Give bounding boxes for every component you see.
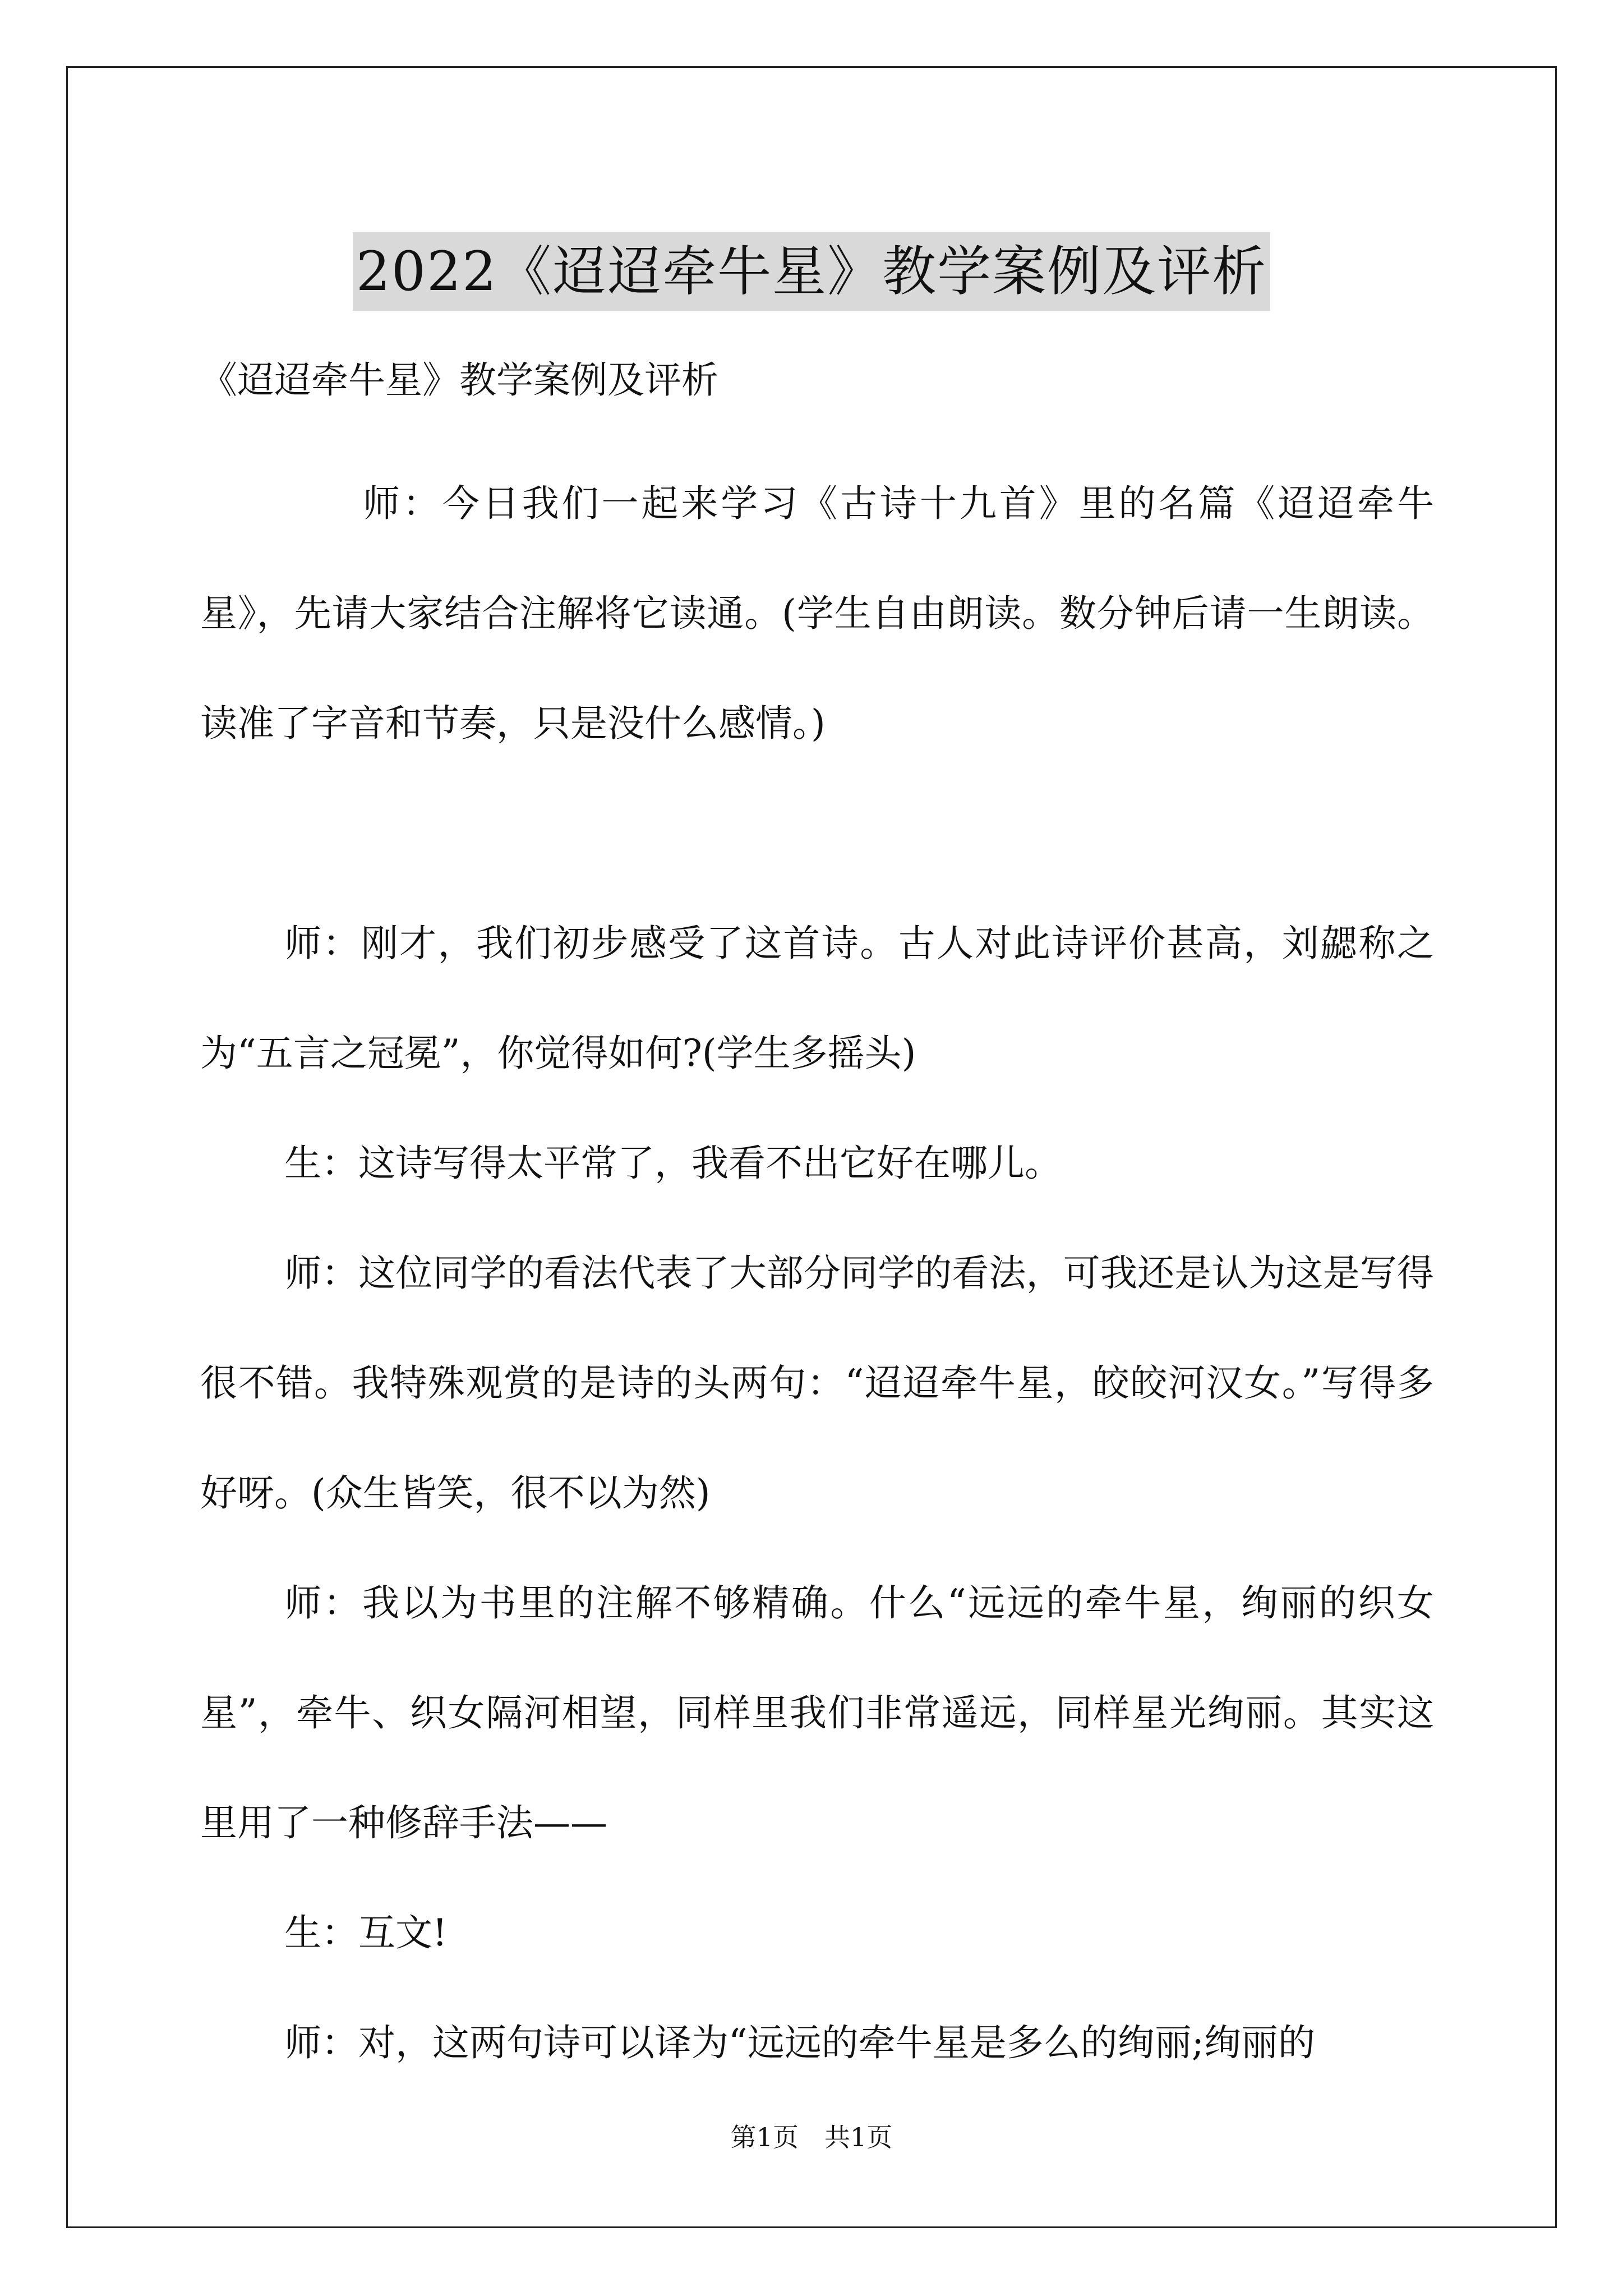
paragraph-3: 生：这诗写得太平常了，我看不出它好在哪儿。 — [284, 1142, 1062, 1185]
page-footer: 第1页 共1页 — [730, 2122, 893, 2152]
paragraph-2: 师：刚才，我们初步感受了这首诗。古人对此诗评价甚高，刘勰称之为“五言之冠冕”，你觉得如何?(学生多摇头) — [200, 922, 1434, 1075]
paragraph-4: 师：这位同学的看法代表了大部分同学的看法，可我还是认为这是写得很不错。我特殊观赏的是诗的头两句：“迢迢牵牛星，皎皎河汉女。”写得多好呀。(众生皆笑，很不以为然) — [200, 1251, 1434, 1515]
title-container — [0, 196, 1623, 347]
paragraph-5: 师：我以为书里的注解不够精确。什么“远远的牵牛星，绚丽的织女星”，牵牛、织女隔河相望，同样里我们非常遥远，同样星光绚丽。其实这里用了一种修辞手法—— — [200, 1581, 1434, 1844]
paragraph-1: 师：今日我们一起来学习《古诗十九首》里的名篇《迢迢牵牛星》，先请大家结合注解将它读通。(学生自由朗读。数分钟后请一生朗读。读准了字音和节奏，只是没什么感情。) — [200, 482, 1434, 745]
document-subtitle: 《迢迢牵牛星》教学案例及评析 — [200, 358, 718, 402]
paragraph-6: 生：互文! — [284, 1911, 448, 1954]
paragraph-gap — [200, 779, 1434, 889]
document-title: 2022《迢迢牵牛星》教学案例及评析 — [353, 232, 1270, 311]
document-body — [200, 449, 1434, 2098]
paragraph-7: 师：对，这两句诗可以译为“远远的牵牛星是多么的绚丽;绚丽的 — [284, 2021, 1315, 2064]
